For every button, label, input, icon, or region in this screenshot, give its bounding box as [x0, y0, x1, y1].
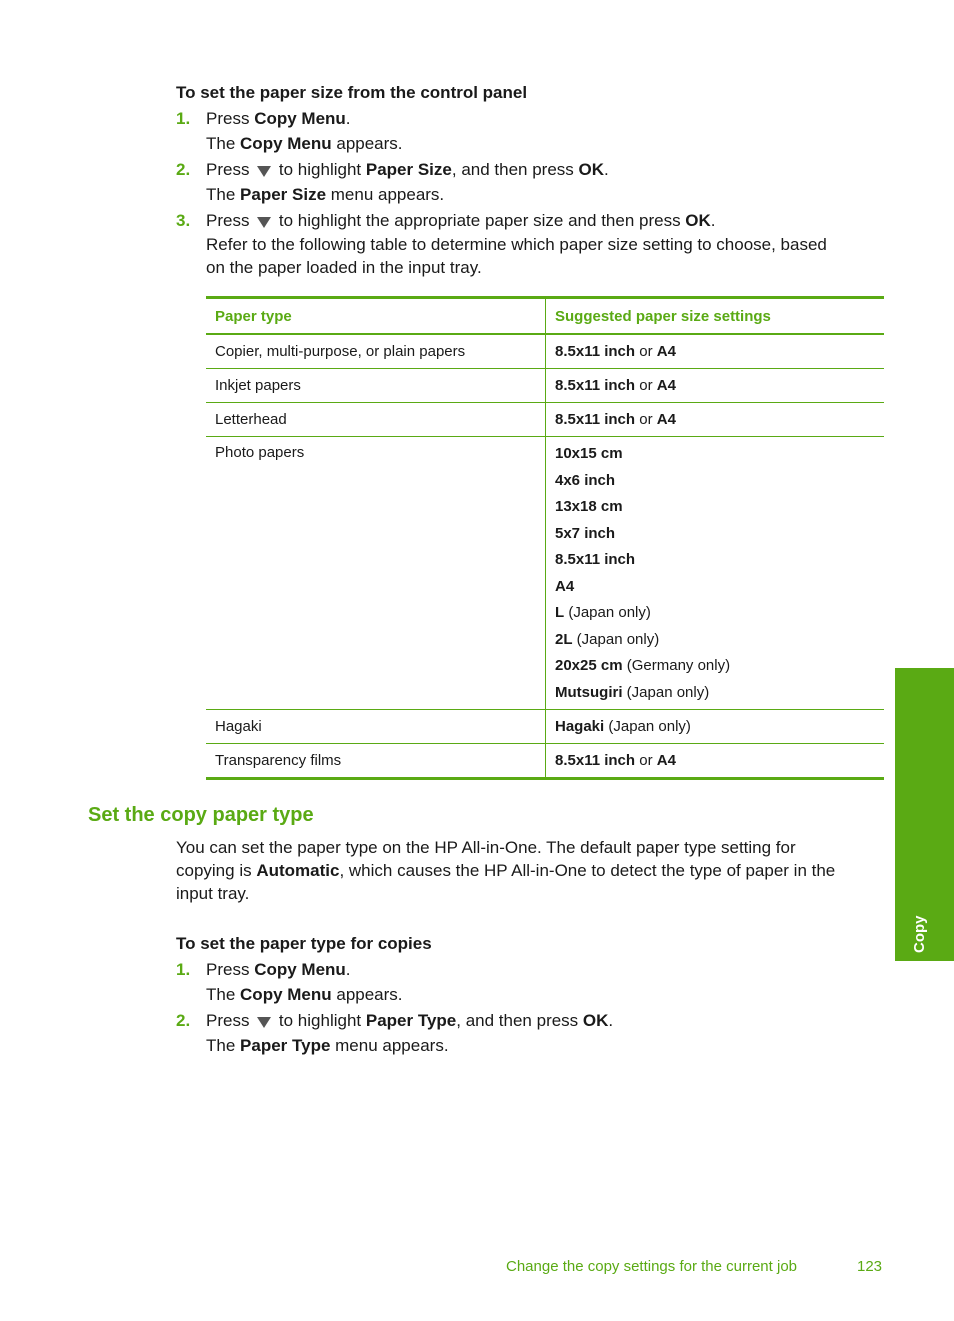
bold-text: 8.5x11 inch	[555, 377, 636, 394]
bold-text: Mutsugiri	[555, 683, 623, 701]
bold-text: Paper Size	[365, 160, 452, 179]
bold-text: 8.5x11 inch	[555, 411, 636, 428]
text: copying is	[176, 861, 257, 880]
bold-text: Hagaki	[555, 717, 605, 735]
size-cell	[546, 334, 885, 369]
size-option	[555, 524, 884, 551]
text: or	[635, 411, 657, 428]
text: or	[635, 343, 657, 360]
bold-text: 20x25 cm	[555, 657, 623, 674]
text: or	[635, 377, 657, 394]
text: to highlight	[274, 1011, 366, 1030]
bold-text: OK	[578, 160, 605, 179]
table-row	[206, 334, 884, 369]
table-row	[206, 743, 884, 778]
text: (Japan only)	[622, 683, 710, 701]
paper-type-cell: Letterhead	[206, 403, 546, 437]
size-option	[555, 656, 884, 683]
bold-text: 2L	[555, 630, 573, 648]
text: , and then press	[451, 160, 579, 179]
bold-text: Automatic	[256, 861, 340, 880]
table-row	[206, 403, 884, 437]
down-arrow-icon	[256, 215, 272, 229]
text: on the paper loaded in the input tray.	[206, 258, 482, 277]
bold-text: Paper Type	[365, 1011, 457, 1030]
table-row	[206, 369, 884, 403]
text: (Japan only)	[604, 717, 691, 735]
step-number: 1.	[176, 960, 191, 979]
size-option	[555, 603, 884, 630]
size-cell	[546, 709, 885, 743]
bold-text: 8.5x11 inch	[555, 343, 636, 360]
bold-text: A4	[656, 411, 676, 428]
paper-type-cell: Transparency films	[206, 743, 546, 778]
bold-text: 4x6 inch	[555, 471, 616, 489]
step-number: 2.	[176, 1011, 191, 1030]
text: appears.	[331, 134, 403, 153]
step-number: 1.	[176, 109, 191, 128]
paper-size-table	[206, 296, 884, 780]
down-arrow-icon	[256, 164, 272, 178]
procedure-title: To set the paper type for copies	[176, 934, 432, 953]
bold-text: Paper Size	[240, 185, 327, 204]
paper-type-cell: Photo papers	[206, 437, 546, 710]
size-option	[555, 550, 884, 577]
footer-text: Change the copy settings for the current job	[506, 1258, 798, 1275]
size-cell	[546, 437, 885, 710]
text: Refer to the following table to determine which paper size setting to choose, based	[206, 235, 827, 254]
section-heading: Set the copy paper type	[88, 804, 314, 826]
bold-text: Paper Type	[240, 1036, 331, 1055]
bold-text: Copy Menu	[240, 985, 332, 1004]
text: (Germany only)	[622, 657, 731, 674]
bold-text: 8.5x11 inch	[555, 751, 636, 769]
text: , which causes the HP All-in-One to detect the type of paper in the	[339, 861, 836, 880]
size-option	[555, 444, 884, 471]
bold-text: A4	[555, 577, 575, 595]
text: The	[206, 185, 241, 204]
paper-type-cell: Copier, multi-purpose, or plain papers	[206, 334, 546, 369]
text: , and then press	[456, 1011, 583, 1030]
bold-text: L	[555, 604, 565, 621]
text: or	[635, 751, 657, 769]
text: The	[206, 134, 241, 153]
bold-text: Copy Menu	[254, 109, 346, 128]
text: Press	[206, 960, 255, 979]
text: to highlight	[274, 160, 366, 179]
size-option	[555, 471, 884, 498]
text: menu appears.	[326, 185, 445, 204]
procedure-title: To set the paper size from the control panel	[176, 83, 528, 102]
bold-text: Copy Menu	[254, 960, 346, 979]
text: (Japan only)	[572, 630, 660, 648]
text: Press	[206, 160, 255, 179]
bold-text: Copy Menu	[240, 134, 332, 153]
text: .	[710, 211, 716, 230]
text: The	[206, 985, 241, 1004]
text: The	[206, 1036, 241, 1055]
size-option	[555, 683, 884, 703]
size-option	[555, 497, 884, 524]
table-header-row	[206, 298, 884, 335]
bold-text: 8.5x11 inch	[555, 551, 636, 568]
bold-text: 10x15 cm	[555, 445, 623, 462]
step-number: 3.	[176, 211, 191, 230]
text: appears.	[331, 985, 403, 1004]
size-option	[555, 630, 884, 657]
column-header: Paper type	[206, 298, 546, 335]
paper-type-cell: Hagaki	[206, 709, 546, 743]
text: to highlight the appropriate paper size and then press	[274, 211, 686, 230]
page-number: 123	[857, 1258, 883, 1275]
text: input tray.	[176, 884, 250, 903]
step-number: 2.	[176, 160, 191, 179]
bold-text: A4	[656, 751, 676, 769]
bold-text: OK	[685, 211, 711, 230]
bold-text: 5x7 inch	[555, 524, 616, 542]
bold-text: OK	[582, 1011, 609, 1030]
size-option	[555, 577, 884, 604]
text: menu appears.	[330, 1036, 449, 1055]
text: .	[608, 1011, 614, 1030]
text: .	[604, 160, 609, 179]
paper-type-cell: Inkjet papers	[206, 369, 546, 403]
size-cell	[546, 403, 885, 437]
bold-text: 13x18 cm	[555, 498, 623, 515]
down-arrow-icon	[256, 1015, 272, 1029]
size-cell	[546, 369, 885, 403]
table-row	[206, 709, 884, 743]
text: .	[345, 109, 351, 128]
chapter-tab-label: Copy	[911, 915, 928, 953]
text: Press	[206, 109, 255, 128]
text: You can set the paper type on the HP All-in-One. The default paper type setting for	[176, 838, 796, 857]
size-cell	[546, 743, 885, 778]
text: Press	[206, 1011, 255, 1030]
column-header: Suggested paper size settings	[546, 298, 885, 335]
table-row	[206, 437, 884, 710]
bold-text: A4	[656, 343, 676, 360]
bold-text: A4	[656, 377, 676, 394]
text: (Japan only)	[564, 604, 651, 621]
text: Press	[206, 211, 255, 230]
text: .	[345, 960, 351, 979]
chapter-tab	[895, 668, 954, 961]
paragraph	[176, 836, 896, 905]
